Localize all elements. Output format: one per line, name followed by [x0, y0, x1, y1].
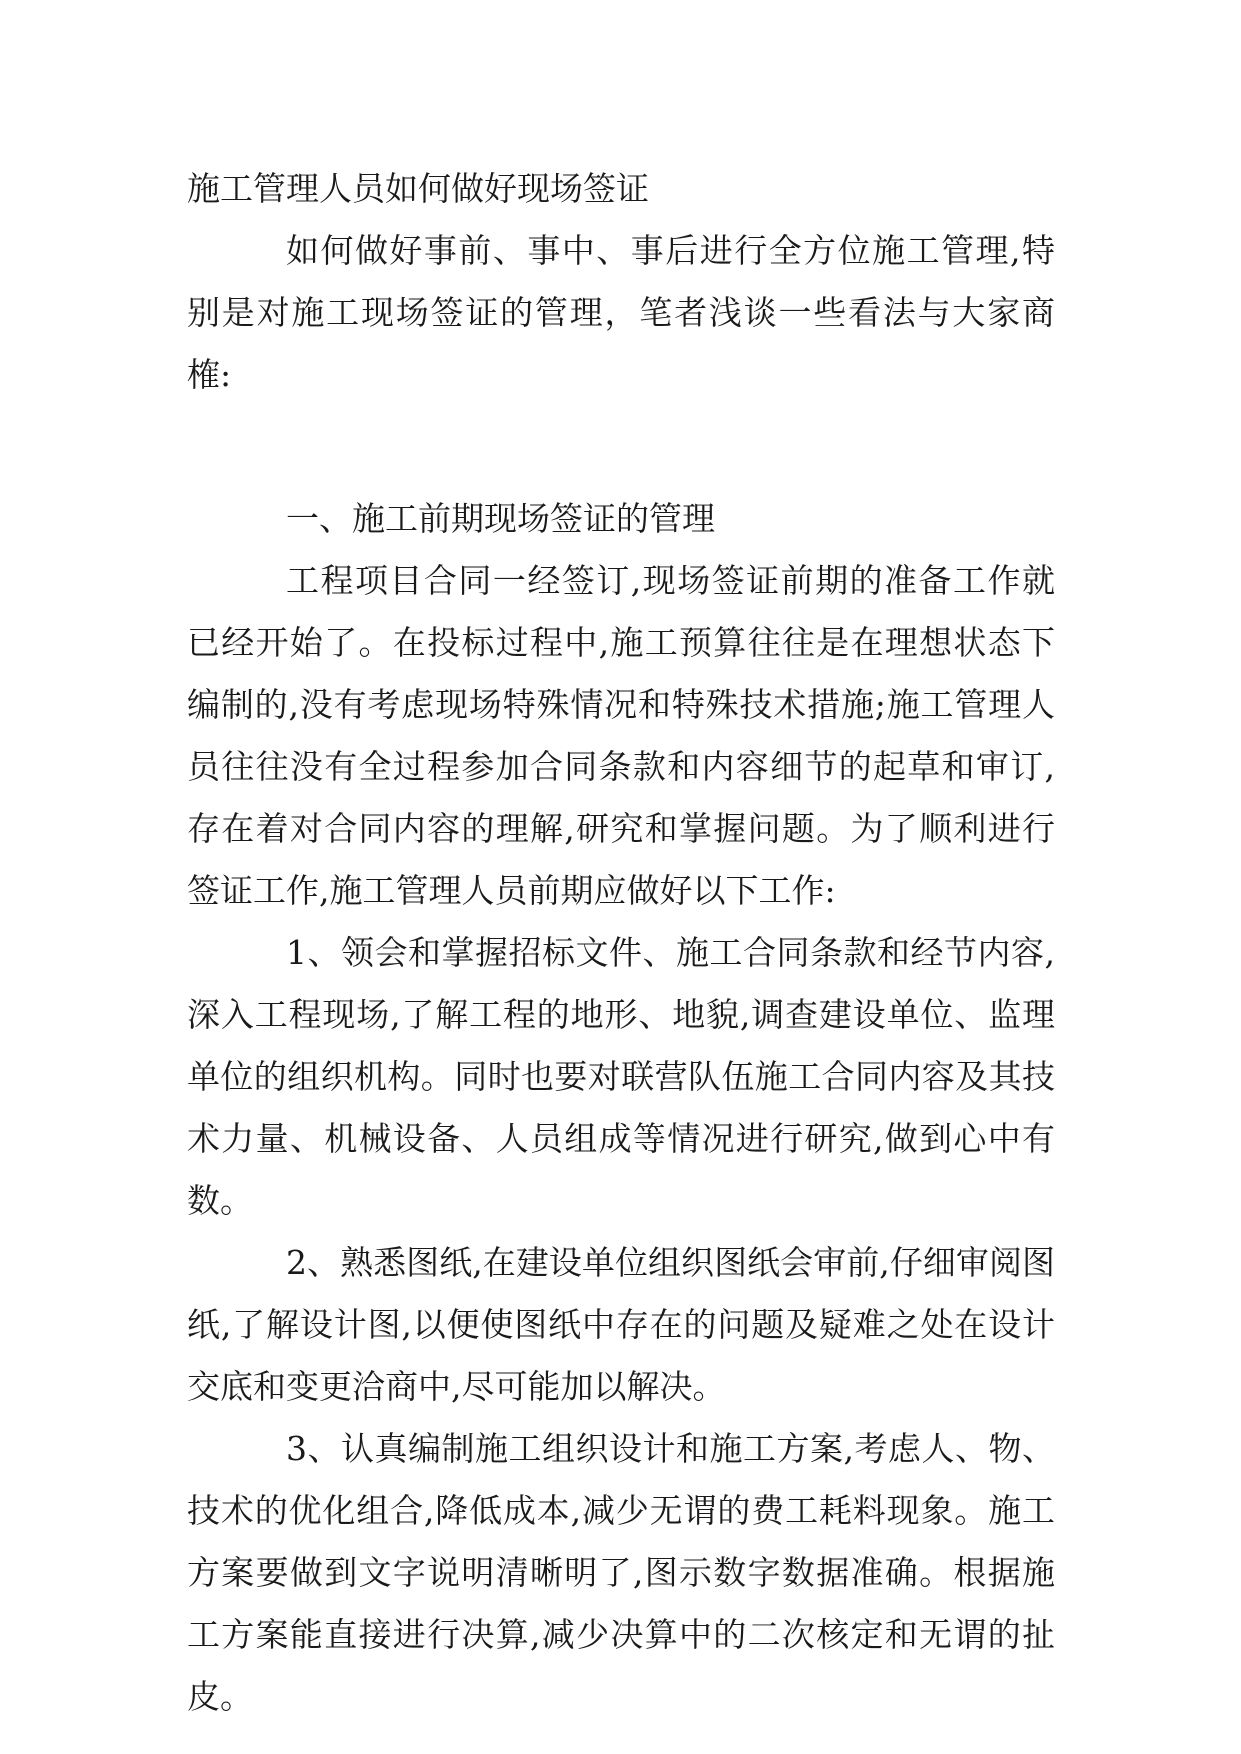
list-item-3: 3、认真编制施工组织设计和施工方案,考虑人、物、技术的优化组合,降低成本,减少无谓的费工耗料现象。施工方案要做到文字说明清晰明了,图示数字数据准确。根据施工方案能直接进行决算,减少决算中的二次核定和无谓的扯皮。: [187, 1429, 1055, 1716]
intro-paragraph: 如何做好事前、事中、事后进行全方位施工管理,特别是对施工现场签证的管理，笔者浅谈一些看法与大家商榷:: [187, 231, 1055, 394]
section-heading: 一、施工前期现场签证的管理: [286, 499, 715, 538]
document-body: [187, 158, 1055, 1728]
document-title: 施工管理人员如何做好现场签证: [187, 169, 649, 208]
list-item-2: 2、熟悉图纸,在建设单位组织图纸会审前,仔细审阅图纸,了解设计图,以便使图纸中存在的问题及疑难之处在设计交底和变更洽商中,尽可能加以解决。: [187, 1243, 1055, 1406]
section-body-paragraph: 工程项目合同一经签订,现场签证前期的准备工作就已经开始了。在投标过程中,施工预算往往是在理想状态下编制的,没有考虑现场特殊情况和特殊技术措施;施工管理人员往往没有全过程参加合同条款和内容细节的起草和审订,存在着对合同内容的理解,研究和掌握问题。为了顺利进行签证工作,施工管理人员前期应做好以下工作:: [187, 561, 1055, 910]
list-item-1: 1、领会和掌握招标文件、施工合同条款和经节内容,深入工程现场,了解工程的地形、地貌,调查建设单位、监理单位的组织机构。同时也要对联营队伍施工合同内容及其技术力量、机械设备、人员组成等情况进行研究,做到心中有数。: [187, 933, 1055, 1220]
